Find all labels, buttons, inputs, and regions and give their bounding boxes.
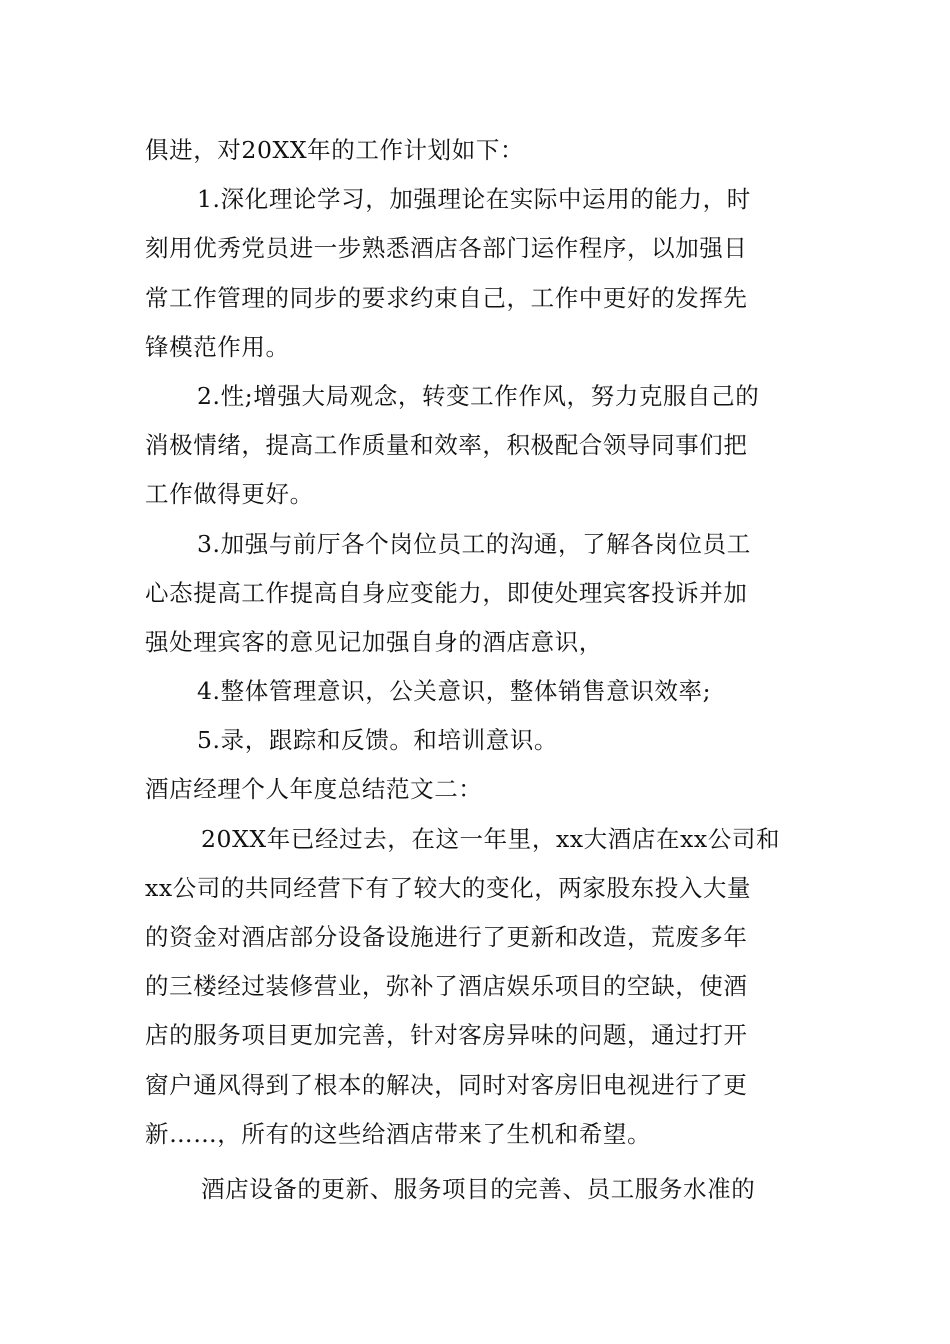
document-body	[145, 126, 815, 1214]
section-heading: 酒店经理个人年度总结范文二：	[145, 775, 483, 804]
paragraph-1-line-5: 店的服务项目更加完善，针对客房异味的问题，通过打开	[145, 1021, 748, 1050]
list-item-3-line-1: 3.加强与前厅各个岗位员工的沟通，了解各岗位员工	[197, 529, 751, 558]
paragraph-1-line-2: xx公司的共同经营下有了较大的变化，两家股东投入大量	[145, 873, 752, 902]
paragraph-1-line-4: 的三楼经过装修营业，弥补了酒店娱乐项目的空缺，使酒	[145, 972, 748, 1001]
paragraph-1-line-7: 新……，所有的这些给酒店带来了生机和希望。	[145, 1119, 652, 1148]
paragraph-1-line-3: 的资金对酒店部分设备设施进行了更新和改造，荒废多年	[145, 923, 748, 951]
text-line: 俱进，对20XX年的工作计划如下：	[145, 136, 525, 164]
list-item-5: 5.录，跟踪和反馈。和培训意识。	[197, 726, 559, 755]
list-item-3-line-2: 心态提高工作提高自身应变能力，即使处理宾客投诉并加	[145, 578, 748, 607]
list-item-1-line-2: 刻用优秀党员进一步熟悉酒店各部门运作程序，以加强日	[145, 234, 748, 263]
list-item-4: 4.整体管理意识，公关意识，整体销售意识效率;	[197, 677, 712, 706]
paragraph-2-line-1: 酒店设备的更新、服务项目的完善、员工服务水准的	[201, 1174, 756, 1203]
list-item-2-line-2: 消极情绪，提高工作质量和效率，积极配合领导同事们把	[145, 431, 748, 460]
list-item-2-line-3: 工作做得更好。	[145, 480, 314, 509]
list-item-1-line-4: 锋模范作用。	[145, 332, 290, 361]
list-item-2-line-1: 2.性;增强大局观念，转变工作作风，努力克服自己的	[197, 381, 760, 410]
list-item-1-line-3: 常工作管理的同步的要求约束自己，工作中更好的发挥先	[145, 283, 748, 312]
paragraph-1-line-6: 窗户通风得到了根本的解决，同时对客房旧电视进行了更	[145, 1070, 748, 1099]
paragraph-1-line-1: 20XX年已经过去，在这一年里，xx大酒店在xx公司和	[201, 824, 781, 853]
list-item-3-line-3: 强处理宾客的意见记加强自身的酒店意识，	[145, 627, 603, 656]
list-item-1-line-1: 1.深化理论学习，加强理论在实际中运用的能力，时	[197, 185, 751, 214]
